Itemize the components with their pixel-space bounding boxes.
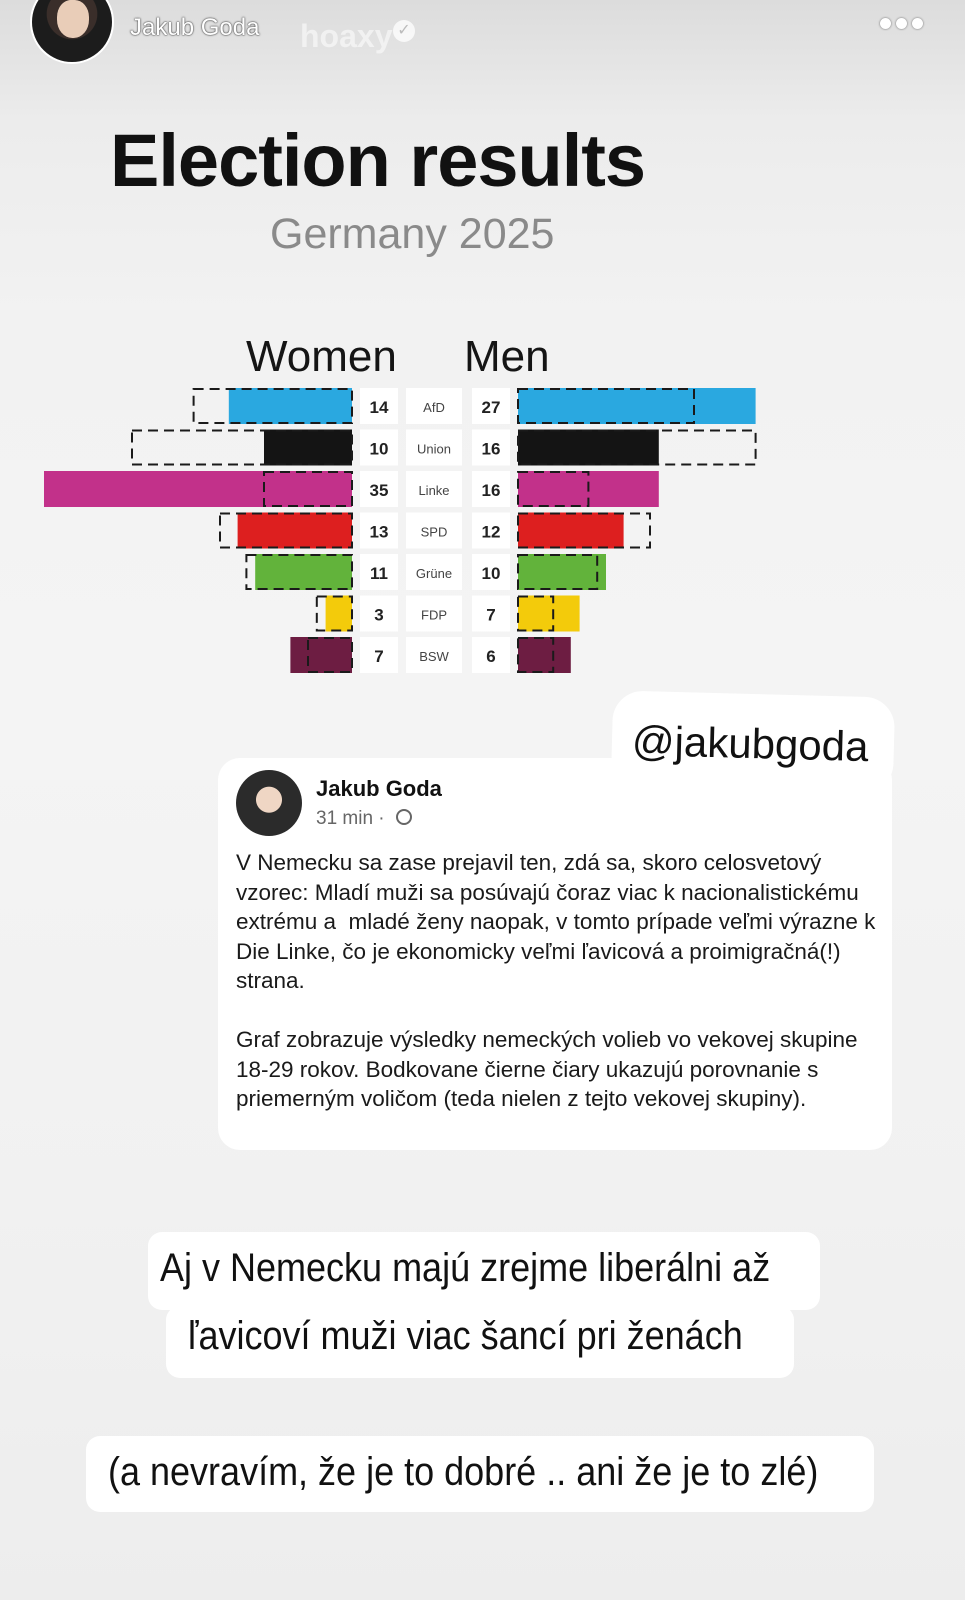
post-paragraph-2: Graf zobrazuje výsledky nemeckých volieb vo vekovej skupine 18-29 rokov. Bodkovane čierne čiary ukazujú porovnanie s priemerným voličom (teda nielen z tejto vekovej skupiny). xyxy=(236,1027,864,1111)
women-bar-fdp xyxy=(326,596,352,632)
women-bar-grüne xyxy=(255,554,352,590)
men-value-label: 6 xyxy=(486,647,496,666)
verified-badge-icon: ✓ xyxy=(393,20,415,42)
men-value-label: 7 xyxy=(486,605,496,625)
women-label: Women xyxy=(246,332,397,381)
post-author-name: Jakub Goda xyxy=(316,776,442,801)
story-username[interactable]: Jakub Goda xyxy=(130,14,260,41)
men-label: Men xyxy=(464,332,550,381)
post-author-avatar xyxy=(236,770,302,836)
men-value-label: 12 xyxy=(481,522,501,542)
men-bar-union xyxy=(518,430,659,466)
men-value-label: 16 xyxy=(481,439,501,459)
women-bar-spd xyxy=(238,513,352,549)
more-options-icon[interactable] xyxy=(880,14,928,32)
party-label: BSW xyxy=(419,649,449,664)
men-bar-bsw xyxy=(518,637,571,673)
men-bar-afd xyxy=(518,388,756,424)
party-label: Grüne xyxy=(415,566,453,581)
party-label: SPD xyxy=(420,524,448,540)
caption-line-1: Aj v Nemecku majú zrejme liberálni až xyxy=(160,1246,771,1290)
handle-label: @jakubgoda xyxy=(631,716,870,771)
profile-avatar[interactable] xyxy=(30,0,114,64)
men-value-label: 16 xyxy=(481,481,501,500)
post-paragraph-1: V Nemecku sa zase prejavil ten, zdá sa, skoro celosvetový vzorec: Mladí muži sa posúvajú čoraz viac k nacionalistickému extrému a mladé ženy naopak, v tomto prípade veľmi výrazne k Die Linke, čo je ekonomicky veľmi ľavicová a proimigračná(!) strana. xyxy=(236,850,882,993)
overlay-username: hoaxy xyxy=(300,18,393,54)
party-label: AfD xyxy=(423,400,445,415)
women-value-label: 3 xyxy=(374,605,384,625)
post-body xyxy=(236,848,882,1114)
men-bar-fdp xyxy=(518,596,580,632)
women-value-label: 11 xyxy=(370,564,388,583)
caption-line-3: (a nevravím, že je to dobré .. ani že je to zlé) xyxy=(108,1450,819,1494)
men-value-label: 27 xyxy=(481,398,501,417)
men-bar-spd xyxy=(518,513,624,549)
party-label: Union xyxy=(417,441,451,457)
handle-text[interactable] xyxy=(631,717,869,771)
women-bar-afd xyxy=(229,388,352,424)
women-bar-union xyxy=(264,430,352,466)
women-value-label: 10 xyxy=(369,439,389,459)
party-label: FDP xyxy=(421,607,447,623)
women-value-label: 13 xyxy=(369,522,389,542)
men-bar-grüne xyxy=(518,554,606,590)
caption-line-2: ľavicoví muži viac šancí pri ženách xyxy=(188,1314,743,1358)
post-timestamp: 31 min · xyxy=(316,808,385,829)
women-bar-linke xyxy=(44,471,352,507)
women-bar-bsw xyxy=(290,637,352,673)
women-value-label: 14 xyxy=(369,398,389,417)
women-value-label: 35 xyxy=(369,481,389,500)
men-value-label: 10 xyxy=(481,564,501,583)
butterfly-chart xyxy=(0,380,965,685)
party-label: Linke xyxy=(418,483,450,498)
globe-icon xyxy=(396,809,412,825)
women-value-label: 7 xyxy=(374,647,384,666)
chart-title: Election results xyxy=(110,119,646,202)
chart-subtitle: Germany 2025 xyxy=(270,210,555,258)
